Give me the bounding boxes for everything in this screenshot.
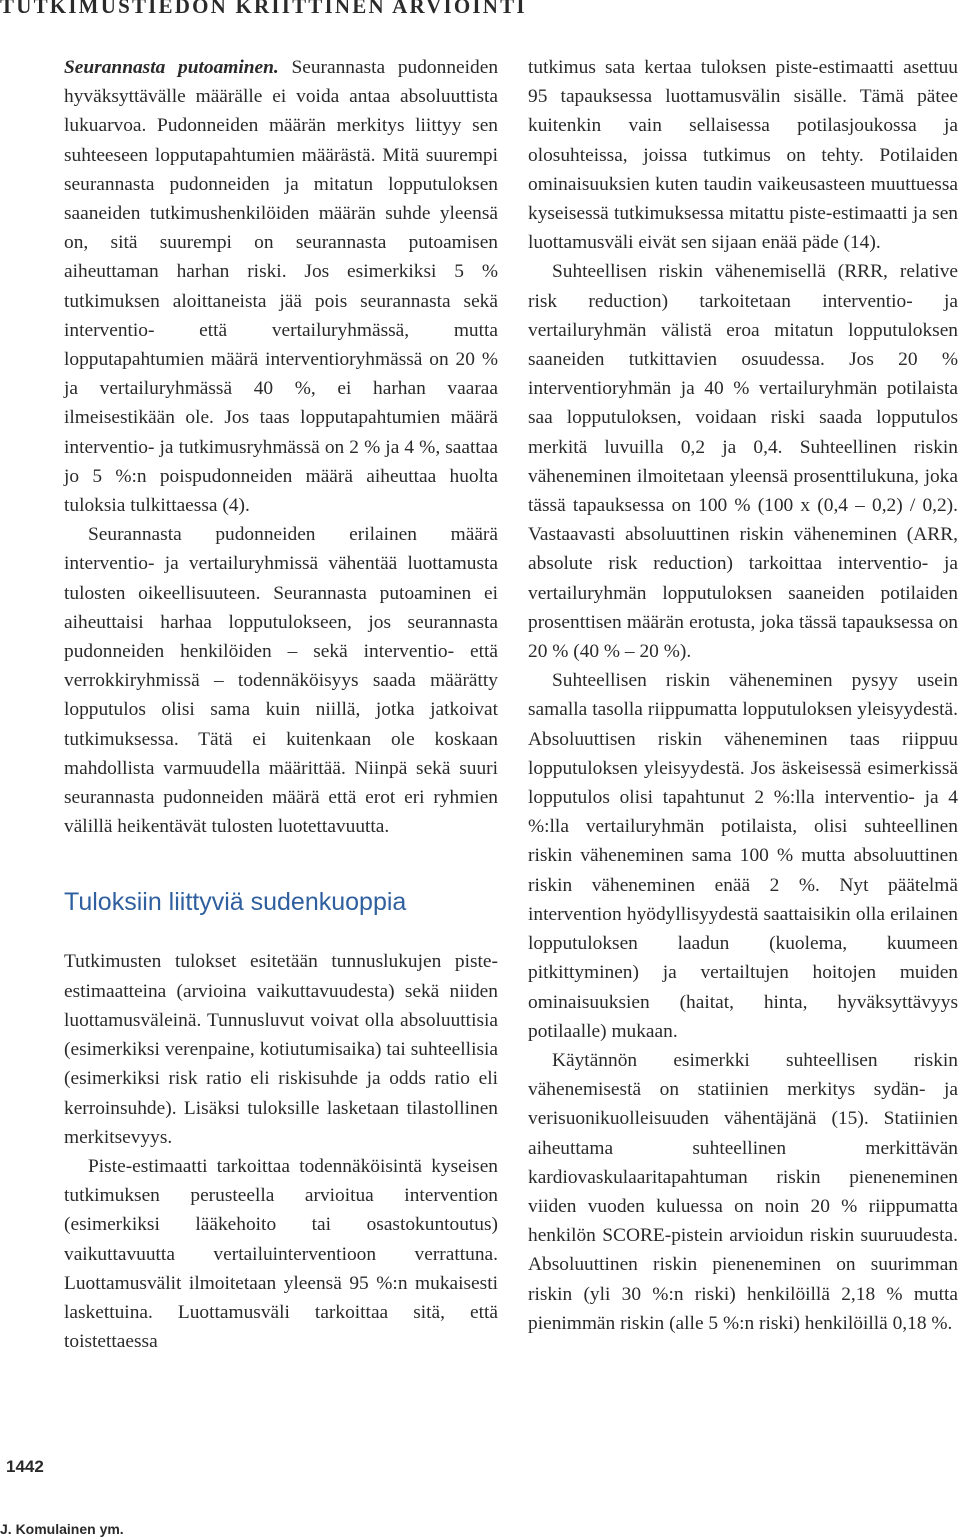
left-column bbox=[64, 53, 498, 1356]
running-header: TUTKIMUSTIEDON KRIITTINEN ARVIOINTI bbox=[0, 0, 527, 18]
paragraph-statin-example: Käytännön esimerkki suhteellisen riskin vähenemisestä on statiinien merkitys sydän- ja verisuonikuolleisuuden vähentäjänä (15). Statiinien aiheuttama suhteellinen merkittävän kardiovaskulaaritapahtuman riskin pieneneminen viiden vuoden kuluessa on noin 20 % riippumatta henkilön SCORE-pistein arvioidun riskin suuruudesta. Absoluuttinen riskin pieneneminen on suurimman riskin (yli 30 %:n riski) henkilöillä 2,18 % mutta pienimmän riskin (alle 5 %:n riski) henkilöillä 0,18 %. bbox=[528, 1049, 958, 1334]
paragraph-follow-up-loss bbox=[64, 53, 498, 520]
paragraph-dropout-difference: Seurannasta pudonneiden erilainen määrä interventio- ja vertailuryhmissä vähentää luottamusta tulosten oikeellisuuteen. Seurannasta putoaminen ei aiheuttaisi harhaa lopputulokseen, jos seurannasta pudonneiden henkilöiden – sekä interventio- että verrokkiryhmissä – todennäköisyys saada määrätty lopputulos olisi sama kuin niillä, jotka jatkoivat tutkimuksessa. Tätä ei kuitenkaan ole koskaan mahdollista varmuudella määrittää. Niinpä sekä suuri seurannasta pudonneiden määrä että erot eri ryhmien välillä heikentävät tulosten luotettavuutta. bbox=[64, 524, 498, 838]
paragraph-rrr-stability: Suhteellisen riskin väheneminen pysyy usein samalla tasolla riippumatta lopputuloksen yleisyydestä. Absoluuttisen riskin väheneminen taas riippuu lopputuloksen yleisyydestä. Jos äskeisessä esimerkissä lopputulos olisi tapahtunut 2 %:lla interventio- ja 4 %:lla vertailuryhmän potilaista, olisi suhteellinen riskin väheneminen sama 100 % mutta absoluuttinen riskin väheneminen enää 2 %. Nyt päätelmä intervention hyödyllisyydestä saattaisikin olla erilainen lopputuloksen laadun (kuolema, kuumeen pitkittyminen) ja vertailtujen hoitojen muiden ominaisuuksien (haitat, hinta, hyväksyttävyys potilaalle) mukaan. bbox=[528, 670, 958, 1042]
paragraph-results-intro: Tutkimusten tulokset esitetään tunnuslukujen piste-estimaatteina (arvioina vaikuttavuudesta) sekä niiden luottamusväleinä. Tunnusluvut voivat olla absoluuttisia (esimerkiksi verenpaine, kotiutumisaika) tai suhteellisia (esimerkiksi risk ratio eli riskisuhde ja odds ratio eli kerroinsuhde). Lisäksi tuloksille lasketaan tilastollinen merkitsevyys. bbox=[64, 951, 498, 1148]
paragraph-rrr: Suhteellisen riskin vähenemisellä (RRR, relative risk reduction) tarkoitetaan interventio- ja vertailuryhmän välistä eroa mitatun lopputuloksen saaneiden tutkittavien osuudessa. Jos 20 % interventioryhmän ja 40 % vertailuryhmän potilaista saa lopputuloksen, voidaan riski saada lopputulos merkitä luvuilla 0,2 ja 0,4. Suhteellinen riskin väheneminen ilmoitetaan yleensä prosenttilukuna, joka tässä tapauksessa on 100 % (100 x (0,4 – 0,2) / 0,2). Vastaavasti absoluuttinen riskin väheneminen (ARR, absolute risk reduction) tarkoittaa interventio- ja vertailuryhmän lopputuloksen saaneiden potilaiden prosenttisen määrän erotusta, joka tässä tapauksessa on 20 % (40 % – 20 %). bbox=[528, 261, 958, 663]
paragraph-confidence-interval: tutkimus sata kertaa tuloksen piste-estimaatti asettuu 95 tapauksessa luottamusvälin sisälle. Tämä pätee kuitenkin vain sellaisessa potilasjoukossa ja olosuhteissa, joissa tutkimus on tehty. Potilaiden ominaisuuksien kuten taudin vaikeusasteen muuttuessa kyseisessä tutkimuksessa mitattu piste-estimaatti ja sen luottamusväli eivät sen sijaan enää päde (14). bbox=[528, 57, 958, 254]
right-column bbox=[528, 53, 958, 1338]
page-number: 1442 bbox=[6, 1457, 44, 1476]
paragraph-point-estimate: Piste-estimaatti tarkoittaa todennäköisintä kyseisen tutkimuksen perusteella arvioitua intervention (esimerkiksi lääkehoito tai osastokuntoutus) vaikuttavuutta vertailuinterventioon verrattuna. Luottamusvälit ilmoitetaan yleensä 95 %:n mukaisesti laskettuina. Luottamusväli tarkoittaa sitä, että toistettaessa bbox=[64, 1155, 498, 1353]
section-heading: Tuloksiin liittyviä sudenkuoppia bbox=[64, 888, 407, 917]
paragraph-text: Seurannasta pudonneiden hyväksyttävälle määrälle ei voida antaa absoluuttista lukuarvoa. Pudonneiden määrän merkitys liittyy sen suhteeseen lopputapahtumien määrästä. Mitä suurempi seurannasta pudonneiden ja mitatun lopputuloksen saaneiden tutkimushenkilöiden määrän suhde yleensä on, sitä suurempi on seurannasta putoamisen aiheuttaman harhan riski. Jos esimerkiksi 5 % tutkimuksen aloittaneista jää pois seurannasta sekä interventio- että vertailuryhmässä, mutta lopputapahtumien määrä interventioryhmässä on 20 % ja vertailuryhmässä 40 %, ei harhan vaaraa ilmeisestikään ole. Jos taas lopputapahtumien määrä interventio- ja tutkimusryhmässä on 2 % ja 4 %, saattaa jo 5 %:n poispudonneiden määrä aiheuttaa huolta tuloksia tulkittaessa (4). bbox=[64, 57, 499, 517]
footer-author: J. Komulainen ym. bbox=[0, 1521, 124, 1537]
paragraph-lead: Seurannasta putoaminen. bbox=[64, 57, 279, 78]
